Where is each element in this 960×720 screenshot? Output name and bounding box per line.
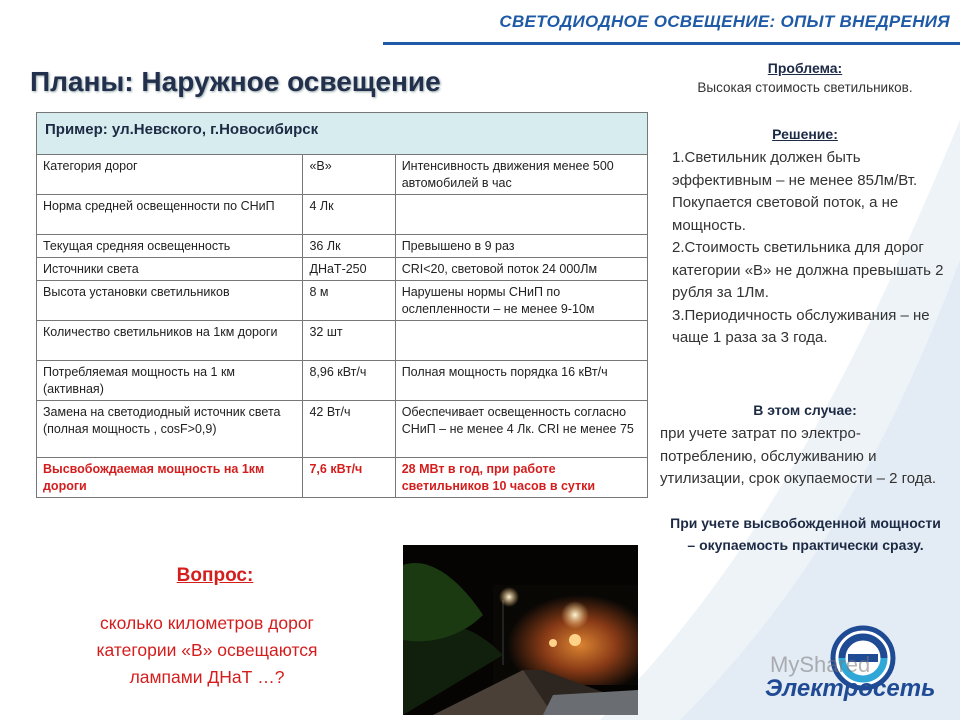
page-title: Планы: Наружное освещение — [30, 66, 441, 97]
row-note: Обеспечивает освещенность согласно СНиП – не менее 4 Лк. CRI не менее 75 — [395, 401, 647, 458]
problem-text: Высокая стоимость светильников. — [697, 80, 913, 95]
table-row — [37, 321, 648, 361]
case-text: при учете затрат по электро-потреблению, обслуживанию и утилизации, срок окупаемости – 2 года. — [660, 425, 937, 487]
row-label: Высвобождаемая мощность на 1км дороги — [37, 458, 303, 498]
solution-list — [672, 147, 957, 350]
row-value: «В» — [303, 155, 395, 195]
solution-item: 1.Светильник должен быть эффективным – не менее 85Лм/Вт. Покупается световой поток, а не мощность. — [672, 149, 918, 234]
watermark-text: MyShared — [770, 652, 871, 677]
row-value: 42 Вт/ч — [303, 401, 395, 458]
row-label: Количество светильников на 1км дороги — [37, 321, 303, 361]
row-label: Категория дорог — [37, 155, 303, 195]
table-row — [37, 258, 648, 281]
row-value: 8,96 кВт/ч — [303, 361, 395, 401]
table-row — [37, 155, 648, 195]
data-table — [36, 112, 648, 498]
row-value: 4 Лк — [303, 195, 395, 235]
row-note: CRI<20, световой поток 24 000Лм — [395, 258, 647, 281]
row-note — [395, 195, 647, 235]
problem-section — [655, 60, 955, 95]
table-row — [37, 361, 648, 401]
problem-heading: Проблема: — [767, 60, 843, 76]
solution-heading-text: Решение: — [772, 126, 838, 142]
row-label: Замена на светодиодный источник света (полная мощность , cosF>0,9) — [37, 401, 303, 458]
row-note: 28 МВт в год, при работе светильников 10 часов в сутки — [395, 458, 647, 498]
table-row — [37, 281, 648, 321]
row-note: Превышено в 9 раз — [395, 235, 647, 258]
row-label: Высота установки светильников — [37, 281, 303, 321]
logo-text: Электросеть — [765, 675, 936, 702]
case-heading: В этом случае: — [753, 402, 857, 418]
row-note: Интенсивность движения менее 500 автомобилей в час — [395, 155, 647, 195]
row-label: Потребляемая мощность на 1 км (активная) — [37, 361, 303, 401]
row-label: Текущая средняя освещенность — [37, 235, 303, 258]
table-row — [37, 235, 648, 258]
table-row — [37, 195, 648, 235]
row-note — [395, 321, 647, 361]
row-label: Источники света — [37, 258, 303, 281]
table-caption: Пример: ул.Невского, г.Новосибирск — [36, 112, 648, 154]
solution-item: 2.Стоимость светильника для дорог категории «В» не должна превышать 2 рубля за 1Лм. — [672, 239, 944, 301]
row-note: Полная мощность порядка 16 кВт/ч — [395, 361, 647, 401]
header-title: СВЕТОДИОДНОЕ ОСВЕЩЕНИЕ: ОПЫТ ВНЕДРЕНИЯ — [499, 12, 950, 31]
street-night-photo — [403, 545, 638, 715]
table-row — [37, 401, 648, 458]
row-value: ДНаТ-250 — [303, 258, 395, 281]
row-note: Нарушены нормы СНиП по ослепленности – не менее 9-10м — [395, 281, 647, 321]
header-divider — [383, 42, 960, 45]
table-row-highlight — [37, 458, 648, 498]
question-heading: Вопрос: — [176, 565, 254, 586]
row-value: 36 Лк — [303, 235, 395, 258]
question-text: сколько километров дорог категории «В» освещаются лампами ДНаТ …? — [96, 613, 318, 687]
solution-item: 3.Периодичность обслуживания – не чаще 1 раза за 3 года. — [672, 306, 930, 346]
row-value: 8 м — [303, 281, 395, 321]
freed-power-text: При учете высвобожденной мощности – окупаемость практически сразу. — [670, 515, 941, 553]
row-value: 32 шт — [303, 321, 395, 361]
row-value: 7,6 кВт/ч — [303, 458, 395, 498]
row-label: Норма средней освещенности по СНиП — [37, 195, 303, 235]
solution-heading — [655, 126, 955, 142]
